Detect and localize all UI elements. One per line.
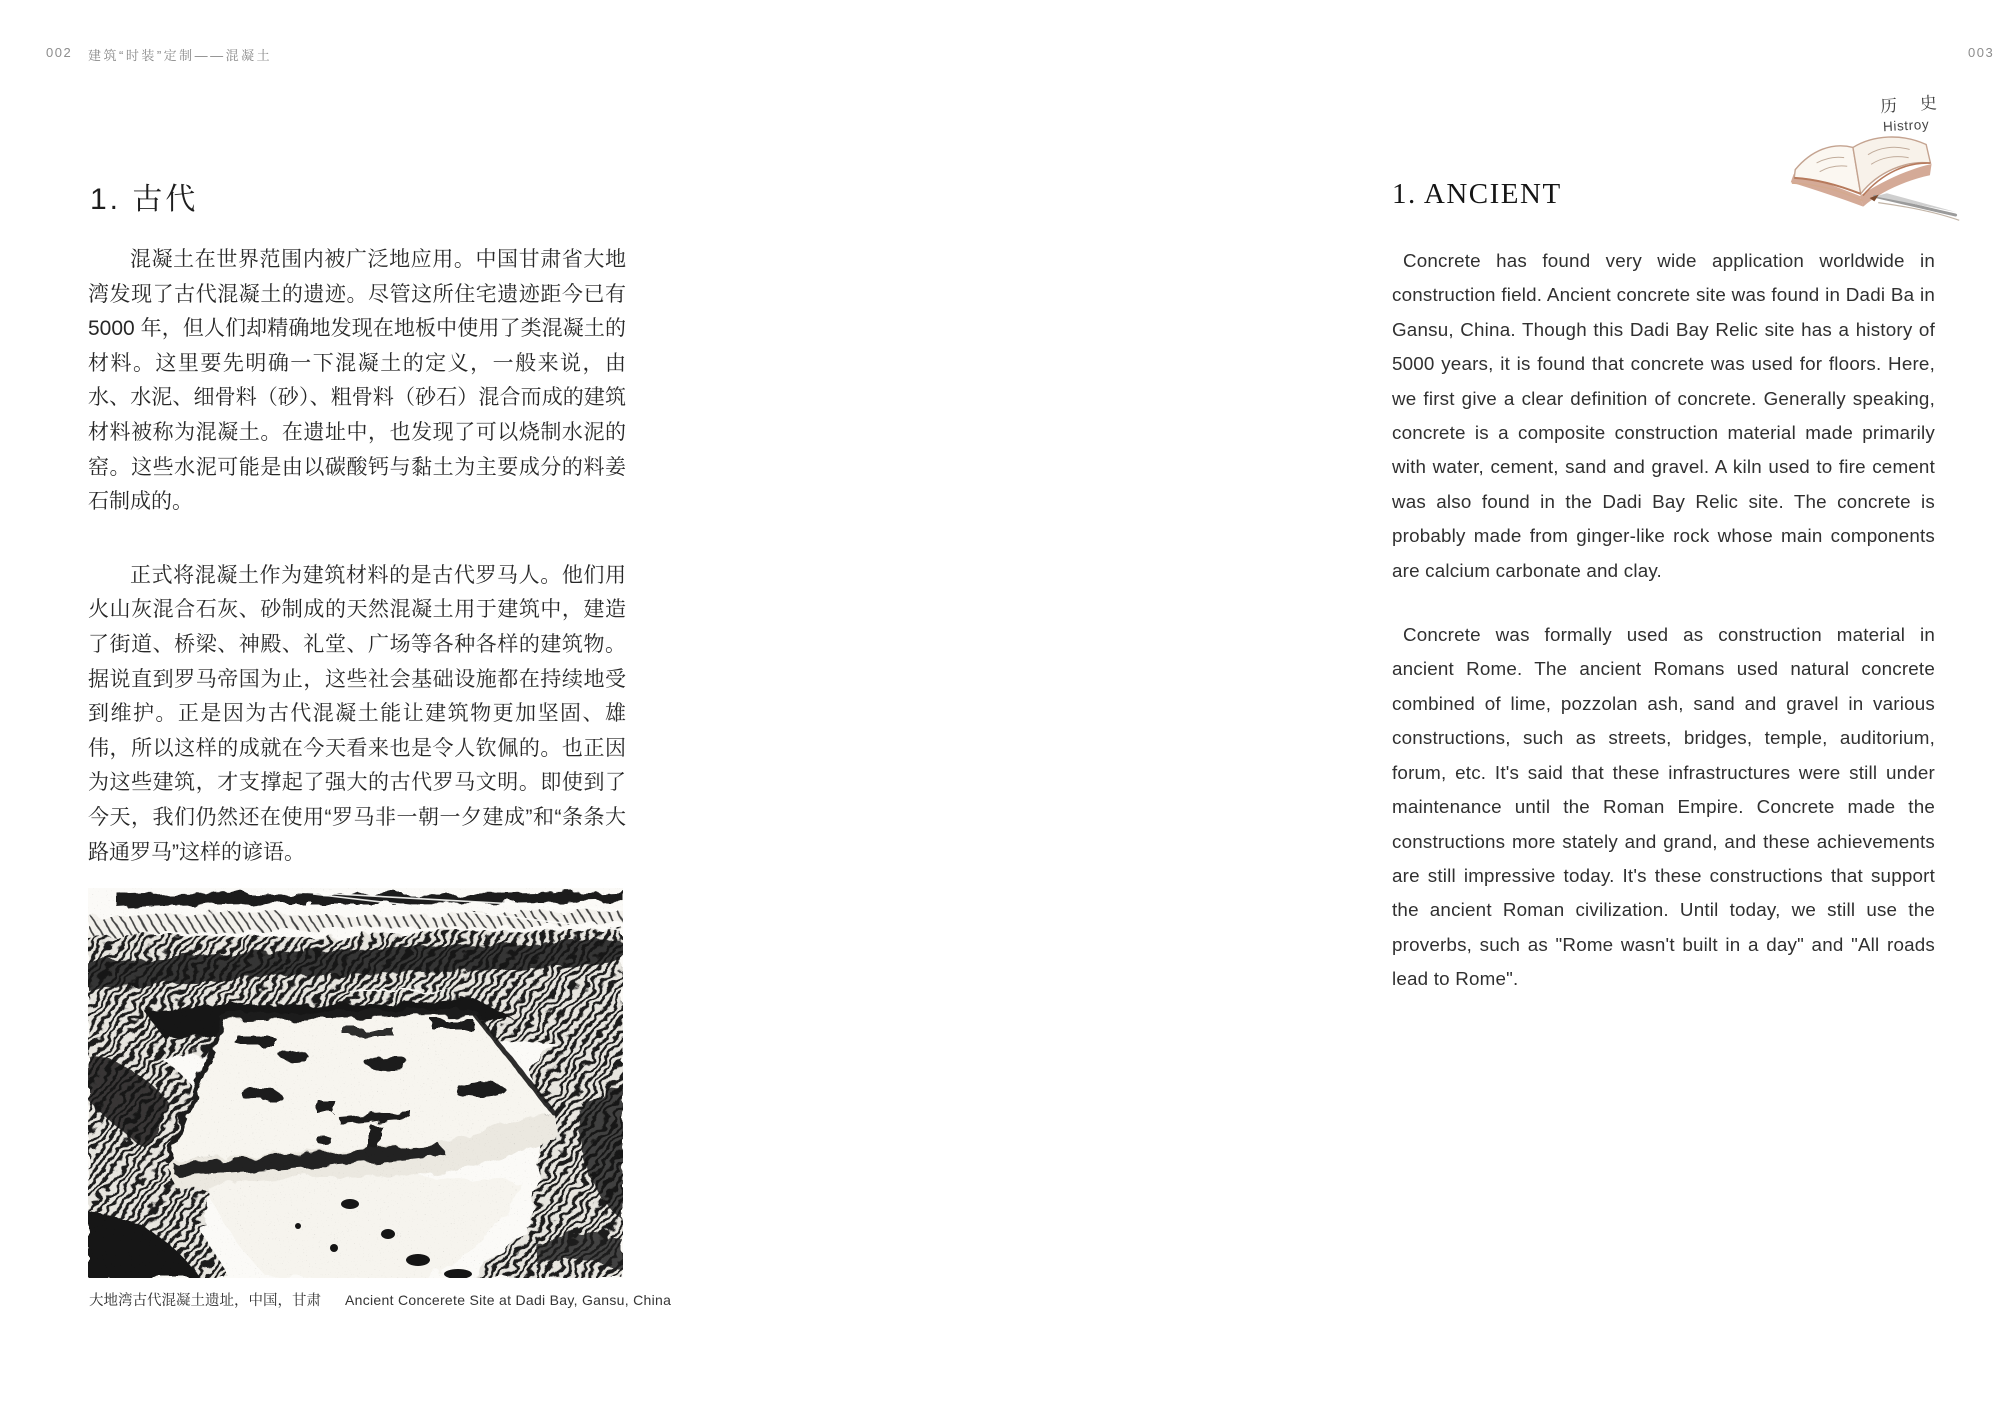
left-page-number: 002 [46,45,73,60]
chapter-marker-en: Histroy [1882,116,1930,135]
pen-icon [1868,192,1960,220]
paragraph-zh-2: 正式将混凝土作为建筑材料的是古代罗马人。他们用火山灰混合石灰、砂制成的天然混凝土用于建筑中，建造了街道、桥梁、神殿、礼堂、广场等各种各样的建筑物。据说直到罗马帝国为止，这些社会基础设施都在持续地受到维护。正是因为古代混凝土能让建筑物更加坚固、雄伟，所以这样的成就在今天看来也是令人钦佩的。也正因为这些建筑，才支撑起了强大的古代罗马文明。即使到了今天，我们仍然还在使用“罗马非一朝一夕建成”和“条条大路通罗马”这样的谚语。 [88,563,626,864]
excavation-site-photo [88,888,623,1278]
photo-caption-zh: 大地湾古代混凝土遗址，中国，甘肃 [89,1293,321,1309]
chapter-marker [1778,84,1978,224]
excavation-photo-illustration [88,888,623,1278]
english-text-column [1392,244,1935,1027]
photo-caption-en: Ancient Concerete Site at Dadi Bay, Gansu, China [345,1292,672,1308]
chapter-marker-zh: 历 史 [1879,92,1947,117]
open-book-icon [1778,112,1968,222]
paragraph-en-2: Concrete was formally used as construction material in ancient Rome. The ancient Romans used natural concrete combined of lime, pozzolan ash, sand and gravel in various constructions, such as streets, bridges, temple, auditorium, forum, etc. It's said that these infrastructures were still under maintenance until the Roman Empire. Concrete made the constructions more stately and grand, and these achievements are still impressive today. It's these constructions that support the ancient Roman civilization. Until today, we still use the proverbs, such as "Rome wasn't built in a day" and "All roads lead to Rome". [1392,624,1935,990]
paragraph-en-1: Concrete has found very wide application worldwide in construction field. Ancient concrete site was found in Dadi Ba in Gansu, China. Though this Dadi Bay Relic site has a history of 5000 years, it is found that concrete was used for floors. Here, we first give a clear definition of concrete. Generally speaking, concrete is a composite construction material made primarily with water, cement, sand and gravel. A kiln used to fire cement was also found in the Dadi Bay Relic site. The concrete is probably made from ginger-like rock whose main components are calcium carbonate and clay. [1392,250,1935,581]
section-title-zh: 1. 古代 [90,183,199,216]
paragraph-zh-1: 混凝土在世界范围内被广泛地应用。中国甘肃省大地湾发现了古代混凝土的遗迹。尽管这所住宅遗迹距今已有 5000 年，但人们却精确地发现在地板中使用了类混凝土的材料。这里要先明确一下混凝土的定义，一般来说，由水、水泥、细骨料（砂）、粗骨料（砂石）混合而成的建筑材料被称为混凝土。在遗址中，也发现了可以烧制水泥的窑。这些水泥可能是由以碳酸钙与黏土为主要成分的料姜石制成的。 [88,248,626,514]
right-page-number: 003 [1968,45,1995,60]
running-head-book-title: 建筑“时装”定制——混凝土 [88,48,273,63]
photo-caption [89,1289,671,1310]
section-title-en: 1. ANCIENT [1392,178,1562,210]
chinese-text-column [88,243,626,909]
